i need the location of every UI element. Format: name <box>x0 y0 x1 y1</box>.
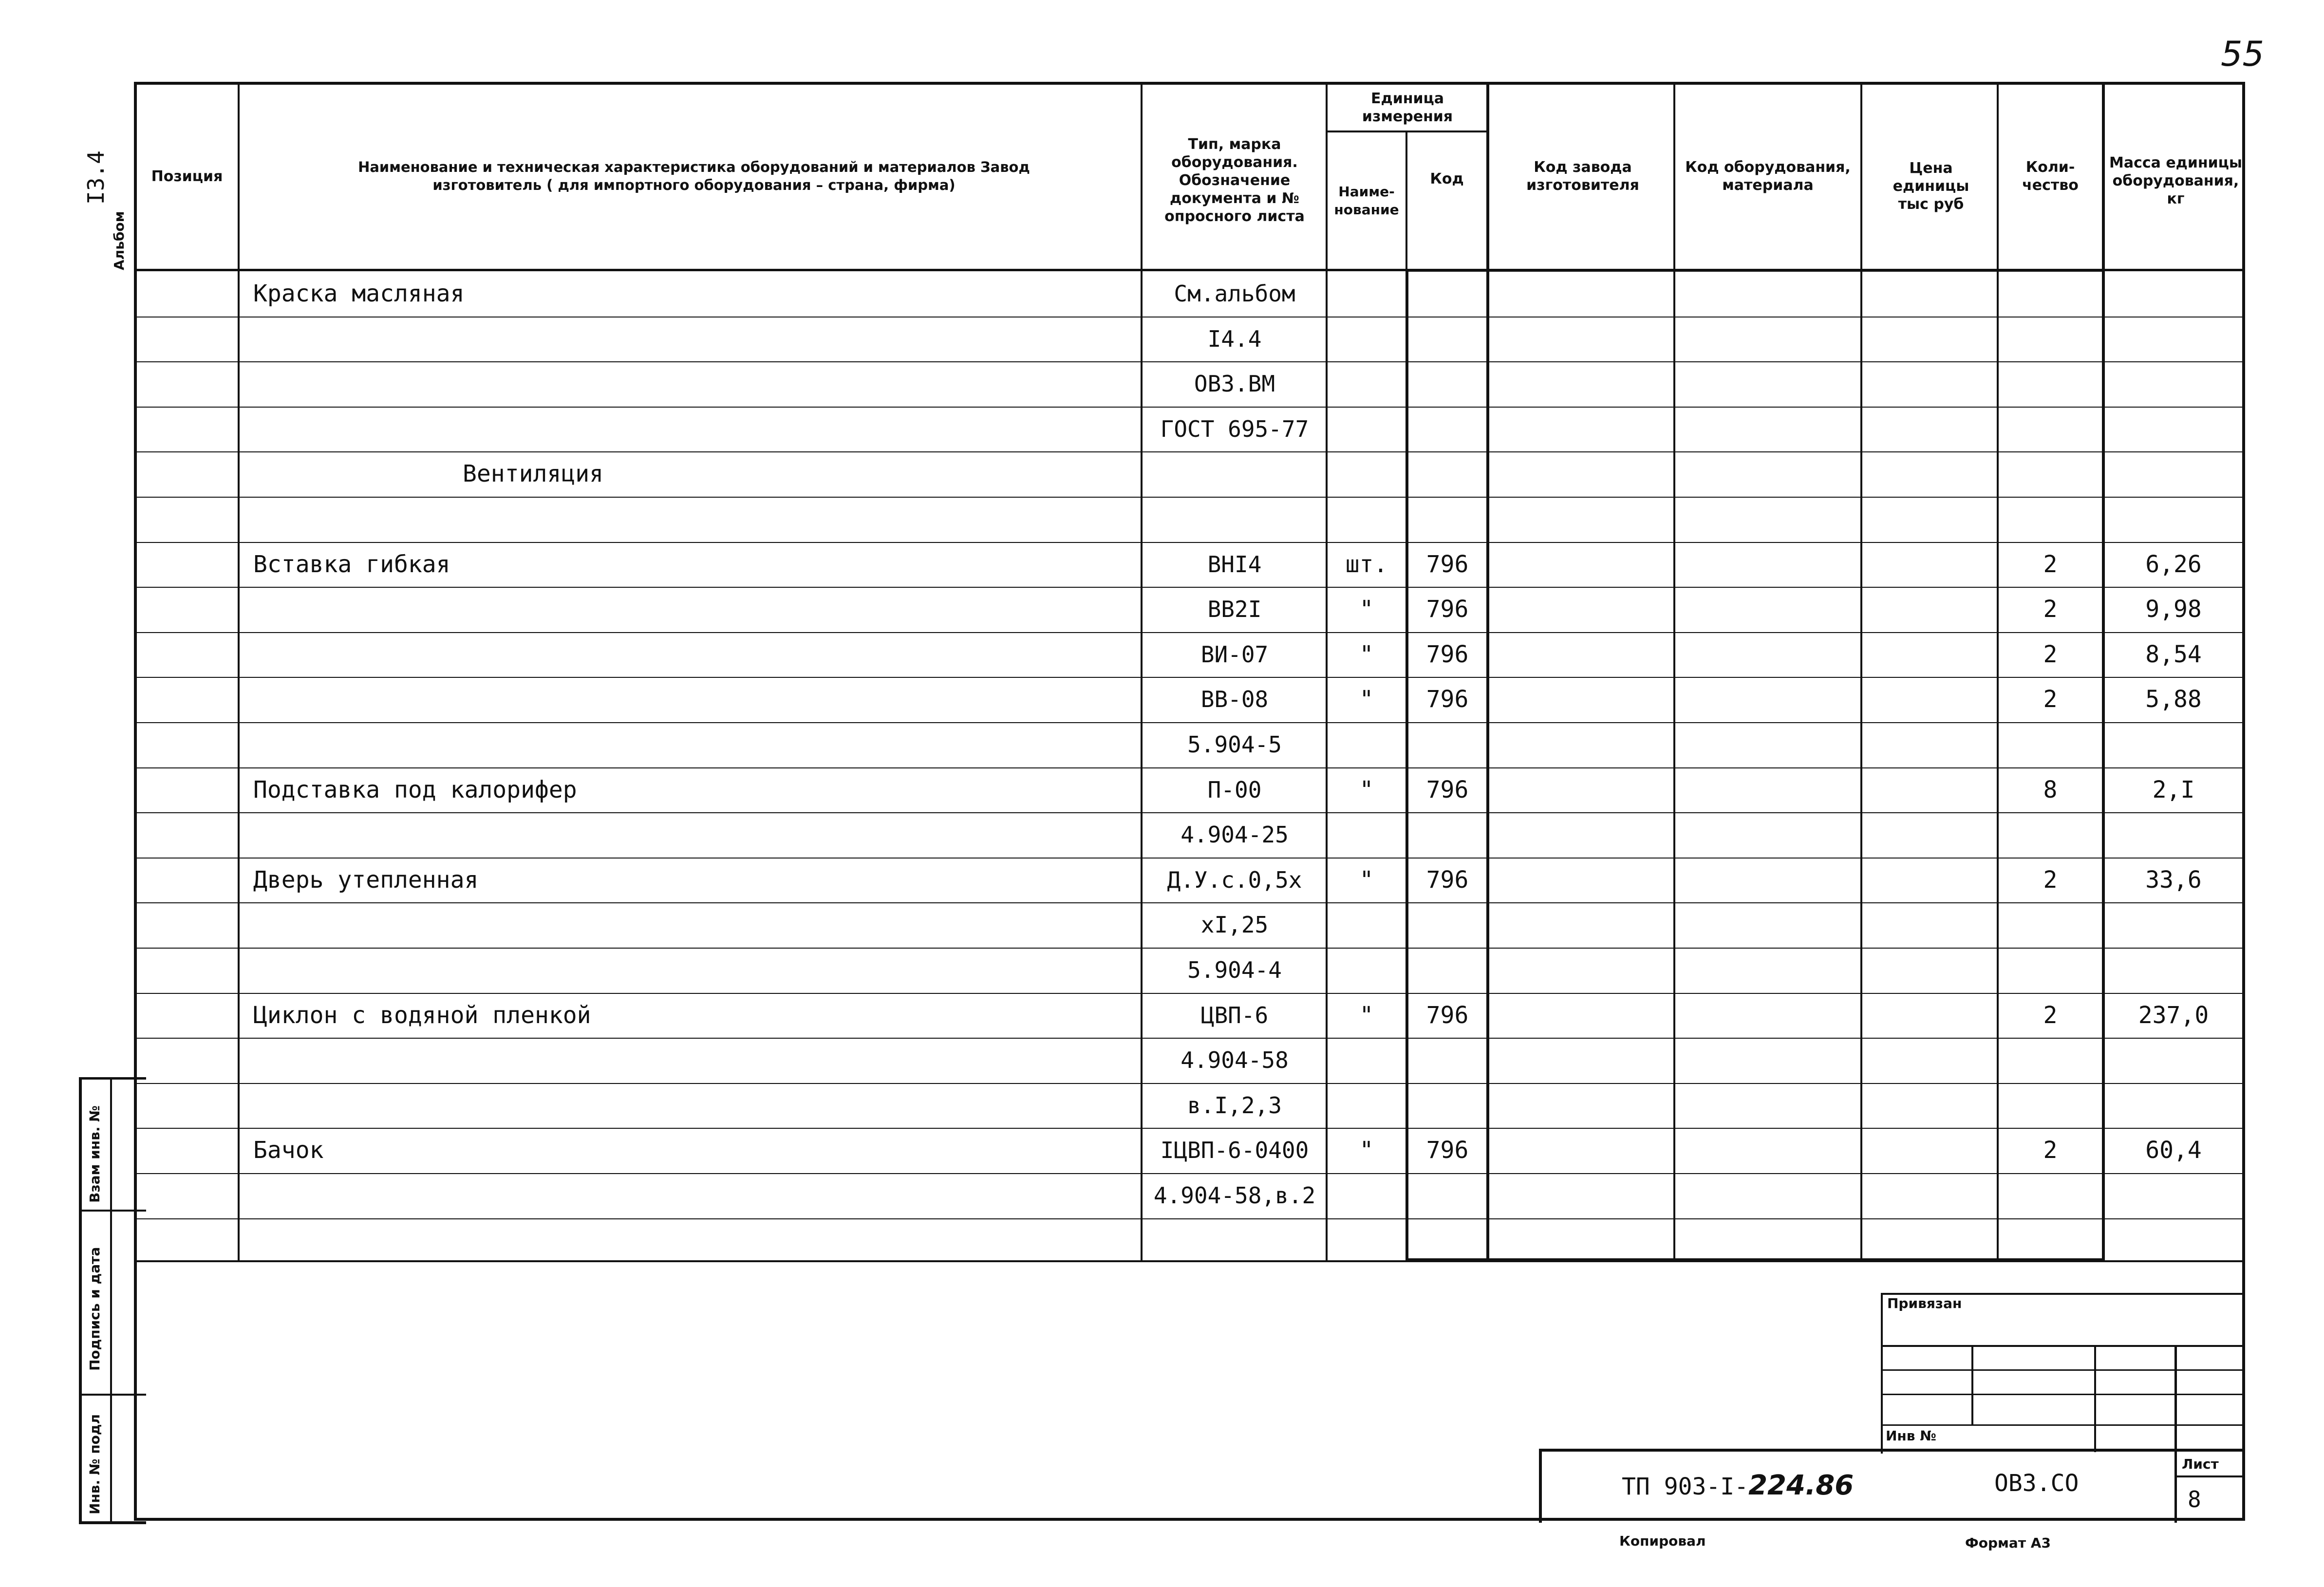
row-divider <box>134 993 2245 994</box>
cell-type: IЦВП-6-0400 <box>1160 1137 1309 1163</box>
cell-name: Подставка под калорифер <box>253 776 577 803</box>
row-divider <box>134 858 2245 859</box>
cell-code: 796 <box>1426 551 1469 578</box>
cell-code: 796 <box>1426 596 1469 623</box>
row-divider <box>134 587 2245 588</box>
row-divider <box>134 677 2245 678</box>
sheet-label: Лист <box>2182 1456 2219 1472</box>
cell-type: П-00 <box>1207 777 1262 803</box>
row-divider <box>134 1128 2245 1129</box>
cell-unit: шт. <box>1345 551 1388 578</box>
header-price: Цена единицы тыс руб <box>1893 159 1969 213</box>
row-divider <box>134 1173 2245 1174</box>
album-label: Альбом <box>111 211 127 270</box>
cell-name: Циклон с водяной пленкой <box>253 1002 591 1029</box>
row-divider <box>134 632 2245 633</box>
cell-mass: 9,98 <box>2145 596 2202 623</box>
row-divider <box>134 812 2245 813</box>
cell-type: ЦВП-6 <box>1200 1002 1269 1028</box>
header-equipment-code: Код оборудования, материала <box>1685 159 1851 194</box>
cell-type: в.I,2,3 <box>1187 1092 1282 1119</box>
cell-qty: 2 <box>2043 686 2058 713</box>
cell-qty: 2 <box>2043 641 2058 668</box>
stamp-inv-replace: Взам инв. № <box>87 1105 103 1203</box>
row-divider <box>134 497 2245 498</box>
row-divider <box>134 767 2245 768</box>
cell-name: Краска масляная <box>253 280 465 307</box>
sheet-number: 8 <box>2188 1486 2201 1512</box>
cell-type: Д.У.с.0,5х <box>1167 867 1302 893</box>
row-divider <box>134 451 2245 452</box>
cell-mass: 60,4 <box>2145 1137 2202 1164</box>
cell-type: ГОСТ 695-77 <box>1160 416 1309 442</box>
section-code: ОВЗ.СО <box>1994 1470 2079 1497</box>
cell-qty: 2 <box>2043 596 2058 623</box>
cell-type: I4.4 <box>1207 326 1262 352</box>
cell-type: ВИ-07 <box>1200 641 1269 668</box>
copied-label: Копировал <box>1619 1533 1706 1549</box>
cell-type: 5.904-5 <box>1187 731 1282 758</box>
row-divider <box>134 722 2245 723</box>
cell-type: 4.904-25 <box>1181 822 1289 848</box>
cell-qty: 2 <box>2043 1137 2058 1164</box>
cell-type: ОВЗ.ВМ <box>1194 371 1275 397</box>
header-name: Наименование и техническая характеристика оборудований и материалов Завод изготовитель ( для импортного оборудования – страна, фирма) <box>358 159 1030 193</box>
cell-code: 796 <box>1426 866 1469 894</box>
cell-qty: 2 <box>2043 551 2058 578</box>
doc-code-number: 224.86 <box>1748 1470 1854 1501</box>
header-unit-name: Наиме-нование <box>1334 184 1399 218</box>
cell-code: 796 <box>1426 1002 1469 1029</box>
cell-mass: 6,26 <box>2145 551 2202 578</box>
page-number: 55 <box>2221 34 2265 74</box>
cell-unit: " <box>1359 1137 1374 1164</box>
header-factory-code: Код завода изготовителя <box>1526 159 1639 194</box>
cell-type: ВВ2I <box>1207 596 1262 622</box>
cell-qty: 2 <box>2043 866 2058 894</box>
cell-name: Вставка гибкая <box>253 551 450 578</box>
doc-code-prefix: ТП 903-I- <box>1622 1473 1749 1500</box>
cell-mass: 33,6 <box>2145 866 2202 894</box>
doc-code <box>1622 1470 1854 1501</box>
cell-name: Вентиляция <box>463 460 603 487</box>
header-quantity: Коли-чество <box>2022 159 2079 194</box>
header-type: Тип, марка оборудования. Обозначение документа и № опросного листа <box>1164 135 1305 225</box>
cell-type: 5.904-4 <box>1187 957 1282 983</box>
row-divider <box>134 1218 2245 1219</box>
cell-qty: 8 <box>2043 776 2058 803</box>
cell-code: 796 <box>1426 686 1469 713</box>
cell-code: 796 <box>1426 1137 1469 1164</box>
row-divider <box>134 902 2245 903</box>
row-divider <box>134 948 2245 949</box>
cell-name: Бачок <box>253 1137 324 1164</box>
cell-code: 796 <box>1426 641 1469 668</box>
cell-type: 4.904-58,в.2 <box>1153 1182 1316 1209</box>
cell-mass: 237,0 <box>2138 1002 2209 1029</box>
cell-name: Дверь утепленная <box>253 866 479 894</box>
cell-type: хI,25 <box>1200 912 1269 938</box>
cell-mass: 8,54 <box>2145 641 2202 668</box>
cell-type: См.альбом <box>1174 280 1295 307</box>
cell-unit: " <box>1359 686 1374 713</box>
row-divider <box>134 407 2245 408</box>
cell-unit: " <box>1359 866 1374 894</box>
cell-unit: " <box>1359 641 1374 668</box>
cell-type: 4.904-58 <box>1181 1047 1289 1073</box>
album-code: I3.4 <box>83 150 109 205</box>
header-unit-group: Единица измерения <box>1362 90 1453 125</box>
inv-no-label: Инв № <box>1886 1428 1936 1444</box>
row-divider <box>134 542 2245 543</box>
cell-mass: 5,88 <box>2145 686 2202 713</box>
header-position: Позиция <box>151 168 223 185</box>
header-unit-code: Код <box>1430 170 1464 187</box>
cell-unit: " <box>1359 1002 1374 1029</box>
header-mass: Масса единицы оборудования, кг <box>2109 154 2243 207</box>
row-divider <box>134 1083 2245 1084</box>
row-divider <box>134 1038 2245 1039</box>
format-label: Формат А3 <box>1965 1535 2051 1551</box>
row-divider <box>134 361 2245 362</box>
stamp-inv-orig: Инв. № подл <box>87 1414 103 1514</box>
cell-type: ВВ-08 <box>1200 686 1269 712</box>
cell-type: ВНI4 <box>1207 551 1262 578</box>
cell-mass: 2,I <box>2152 776 2195 803</box>
attached-label: Привязан <box>1887 1295 1962 1311</box>
cell-unit: " <box>1359 776 1374 803</box>
cell-qty: 2 <box>2043 1002 2058 1029</box>
stamp-sign-date: Подпись и дата <box>87 1247 103 1371</box>
cell-code: 796 <box>1426 776 1469 803</box>
cell-unit: " <box>1359 596 1374 623</box>
